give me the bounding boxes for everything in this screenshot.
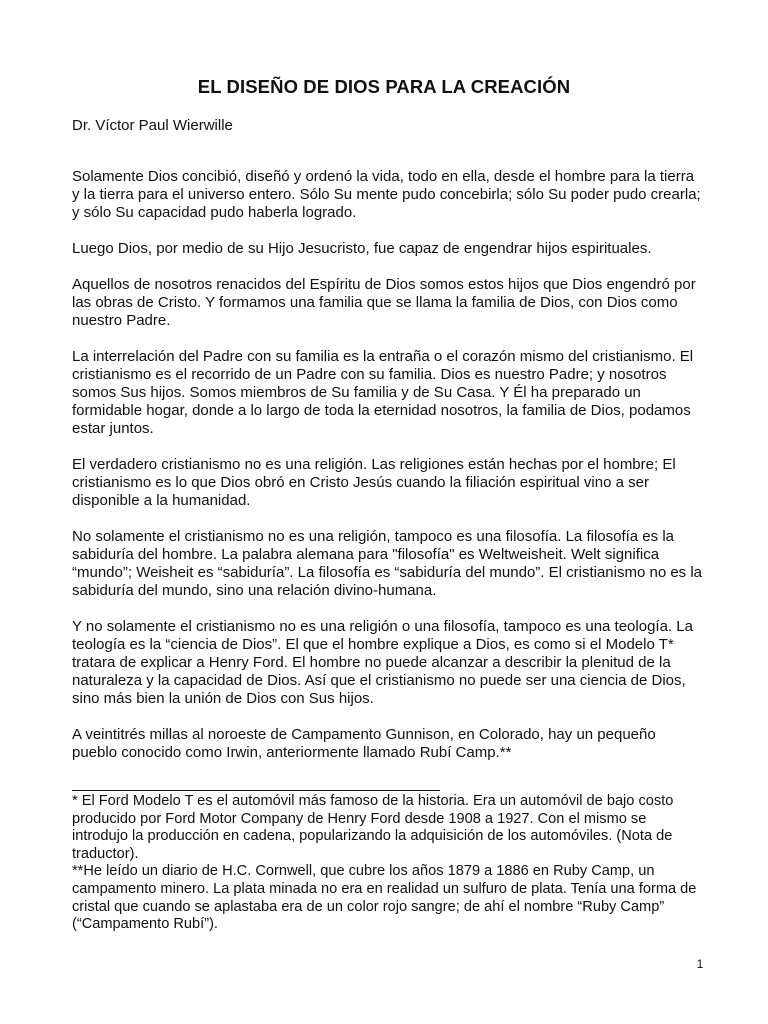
paragraph: A veintitrés millas al noroeste de Campamento Gunnison, en Colorado, hay un pequeño pueblo conocido como Irwin, anteriormente llamado Rubí Camp.** [72,726,656,761]
document-body [72,168,704,780]
paragraph: Y no solamente el cristianismo no es una religión o una filosofía, tampoco es una teología. La teología es la “ciencia de Dios”. El que el hombre explique a Dios, es como si el Modelo T* tratara de explicar a Henry Ford. El hombre no puede alcanzar a describir la plenitud de la naturaleza y la capacidad de Dios. Así que el cristianismo no puede ser una ciencia de Dios, sino más bien la unión de Dios con Sus hijos. [72,618,693,707]
paragraph: El verdadero cristianismo no es una religión. Las religiones están hechas por el hombre; El cristianismo es lo que Dios obró en Cristo Jesús cuando la filiación espiritual vino a ser disponible a la humanidad. [72,456,676,509]
paragraph: Luego Dios, por medio de su Hijo Jesucristo, fue capaz de engendrar hijos espirituales. [72,240,652,257]
footnotes [72,793,704,934]
paragraph: Solamente Dios concibió, diseñó y ordenó la vida, todo en ella, desde el hombre para la tierra y la tierra para el universo entero. Sólo Su mente pudo concebirla; sólo Su poder pudo crearla; y sólo Su capacidad pudo haberla logrado. [72,168,701,221]
footnote: * El Ford Modelo T es el automóvil más famoso de la historia. Era un automóvil de bajo costo producido por Ford Motor Company de Henry Ford desde 1908 a 1927. Con el mismo se introdujo la producción en cadena, popularizando la adquisición de los automóviles. (Nota de traductor). [72,793,674,862]
page-number: 1 [696,957,704,971]
document-title: EL DISEÑO DE DIOS PARA LA CREACIÓN [197,76,571,97]
paragraph: La interrelación del Padre con su familia es la entraña o el corazón mismo del cristianismo. El cristianismo es el recorrido de un Padre con su familia. Dios es nuestro Padre; y nosotros somos Sus hijos. Somos miembros de Su familia y de Su Casa. Y Él ha preparado un formidable hogar, donde a lo largo de toda la eternidad nosotros, la familia de Dios, podamos estar juntos. [72,348,694,437]
footnote: **He leído un diario de H.C. Cornwell, que cubre los años 1879 a 1886 en Ruby Camp, un campamento minero. La plata minada no era en realidad un sulfuro de plata. Tenía una forma de cristal que cuando se aplastaba era de un color rojo sangre; de ahí el nombre “Ruby Camp” (“Campamento Rubí”). [72,863,697,933]
footnote-separator [72,790,440,791]
document-author: Dr. Víctor Paul Wierwille [72,117,233,134]
paragraph: Aquellos de nosotros renacidos del Espíritu de Dios somos estos hijos que Dios engendró por las obras de Cristo. Y formamos una familia que se llama la familia de Dios, con Dios como nuestro Padre. [72,276,696,329]
paragraph: No solamente el cristianismo no es una religión, tampoco es una filosofía. La filosofía es la sabiduría del hombre. La palabra alemana para "filosofía" es Weltweisheit. Welt significa “mundo”; Weisheit es “sabiduría”. La filosofía es “sabiduría del mundo”. El cristianismo no es la sabiduría del mundo, sino una relación divino-humana. [72,528,703,599]
